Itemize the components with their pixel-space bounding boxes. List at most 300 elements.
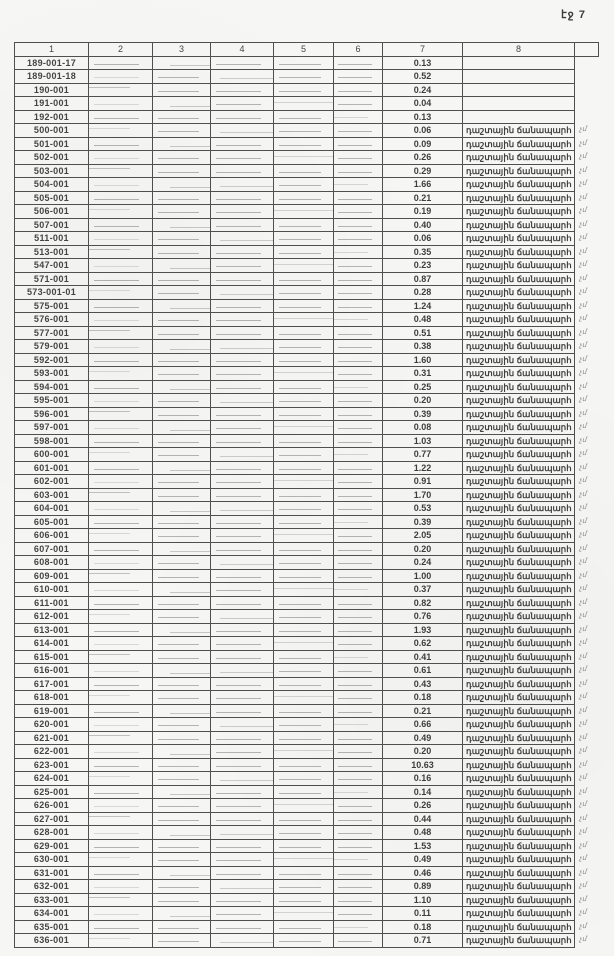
empty-cell-col6 — [334, 488, 383, 502]
empty-cell-col5 — [274, 853, 334, 867]
empty-cell-col5 — [274, 434, 334, 448]
land-type-cell: դաշտային ճանապարհ — [463, 502, 575, 516]
empty-cell-col4 — [211, 434, 274, 448]
empty-cell-col2 — [89, 650, 153, 664]
empty-cell-col6 — [334, 245, 383, 259]
empty-cell-col6 — [334, 340, 383, 354]
table-row — [15, 83, 599, 97]
margin-handwritten-mark: չմ — [579, 706, 587, 714]
area-value-cell: 0.08 — [383, 421, 463, 435]
empty-cell-col4 — [211, 97, 274, 111]
area-value-cell: 1.24 — [383, 299, 463, 313]
margin-handwritten-mark: չմ — [579, 180, 587, 188]
table-row — [15, 893, 599, 907]
empty-cell-col5 — [274, 839, 334, 853]
area-value-cell: 0.61 — [383, 664, 463, 678]
empty-cell-col3 — [153, 677, 211, 691]
empty-cell-col5 — [274, 650, 334, 664]
table-row — [15, 326, 599, 340]
parcel-id-cell: 594-001 — [15, 380, 89, 394]
empty-cell-col2 — [89, 475, 153, 489]
table-row — [15, 191, 599, 205]
empty-cell-col6 — [334, 475, 383, 489]
empty-cell-col3 — [153, 907, 211, 921]
parcel-id-cell: 500-001 — [15, 124, 89, 138]
parcel-table — [14, 42, 599, 948]
land-type-cell: դաշտային ճանապարհ — [463, 893, 575, 907]
empty-cell-col6 — [334, 866, 383, 880]
empty-cell-col6 — [334, 394, 383, 408]
empty-cell-col2 — [89, 83, 153, 97]
empty-cell-col6 — [334, 637, 383, 651]
empty-cell-col3 — [153, 934, 211, 948]
parcel-id-cell: 592-001 — [15, 353, 89, 367]
parcel-id-cell: 600-001 — [15, 448, 89, 462]
empty-cell-col2 — [89, 866, 153, 880]
margin-handwritten-mark: չմ — [579, 666, 587, 674]
parcel-id-cell: 620-001 — [15, 718, 89, 732]
margin-handwritten-mark: չմ — [579, 504, 587, 512]
table-row — [15, 70, 599, 84]
empty-cell-col3 — [153, 83, 211, 97]
empty-cell-col2 — [89, 326, 153, 340]
margin-handwritten-mark: չմ — [579, 477, 587, 485]
land-type-cell: դաշտային ճանապարհ — [463, 434, 575, 448]
land-type-cell: դաշտային ճանապարհ — [463, 866, 575, 880]
margin-handwritten-mark: չմ — [579, 612, 587, 620]
empty-cell-col2 — [89, 340, 153, 354]
parcel-id-cell: 576-001 — [15, 313, 89, 327]
parcel-id-cell: 610-001 — [15, 583, 89, 597]
land-type-cell: դաշտային ճանապարհ — [463, 245, 575, 259]
empty-cell-col6 — [334, 785, 383, 799]
page-number: էջ 7 — [561, 9, 586, 21]
area-value-cell: 0.39 — [383, 407, 463, 421]
area-value-cell: 0.66 — [383, 718, 463, 732]
parcel-id-cell: 501-001 — [15, 137, 89, 151]
empty-cell-col4 — [211, 448, 274, 462]
margin-handwritten-mark: չմ — [579, 828, 587, 836]
empty-cell-col5 — [274, 529, 334, 543]
area-value-cell: 0.21 — [383, 191, 463, 205]
empty-cell-col4 — [211, 893, 274, 907]
empty-cell-col2 — [89, 515, 153, 529]
empty-cell-col6 — [334, 515, 383, 529]
empty-cell-col2 — [89, 461, 153, 475]
parcel-id-cell: 593-001 — [15, 367, 89, 381]
empty-cell-col6 — [334, 610, 383, 624]
empty-cell-col3 — [153, 623, 211, 637]
empty-cell-col3 — [153, 785, 211, 799]
empty-cell-col2 — [89, 812, 153, 826]
land-type-cell: դաշտային ճանապարհ — [463, 407, 575, 421]
empty-cell-col6 — [334, 502, 383, 516]
empty-cell-col6 — [334, 907, 383, 921]
empty-cell-col5 — [274, 97, 334, 111]
land-type-cell: դաշտային ճանապարհ — [463, 880, 575, 894]
empty-cell-col4 — [211, 299, 274, 313]
area-value-cell: 1.00 — [383, 569, 463, 583]
land-type-cell: դաշտային ճանապարհ — [463, 394, 575, 408]
empty-cell-col4 — [211, 556, 274, 570]
parcel-id-cell: 609-001 — [15, 569, 89, 583]
empty-cell-col2 — [89, 583, 153, 597]
table-row — [15, 839, 599, 853]
parcel-id-cell: 616-001 — [15, 664, 89, 678]
empty-cell-col4 — [211, 218, 274, 232]
empty-cell-col2 — [89, 637, 153, 651]
margin-handwritten-mark: չմ — [579, 288, 587, 296]
empty-cell-col4 — [211, 326, 274, 340]
empty-cell-col3 — [153, 637, 211, 651]
empty-cell-col4 — [211, 745, 274, 759]
table-row — [15, 826, 599, 840]
empty-cell-col2 — [89, 56, 153, 70]
empty-cell-col5 — [274, 313, 334, 327]
parcel-id-cell: 604-001 — [15, 502, 89, 516]
empty-cell-col3 — [153, 664, 211, 678]
margin-handwritten-mark: չմ — [579, 396, 587, 404]
table-row — [15, 853, 599, 867]
empty-cell-col2 — [89, 394, 153, 408]
margin-handwritten-mark: չմ — [579, 544, 587, 552]
margin-handwritten-mark: չմ — [579, 450, 587, 458]
land-type-cell: դաշտային ճանապարհ — [463, 205, 575, 219]
empty-cell-col4 — [211, 664, 274, 678]
empty-cell-col6 — [334, 151, 383, 165]
land-type-cell: դաշտային ճանապարհ — [463, 907, 575, 921]
parcel-id-cell: 598-001 — [15, 434, 89, 448]
empty-cell-col4 — [211, 596, 274, 610]
empty-cell-col3 — [153, 610, 211, 624]
empty-cell-col2 — [89, 353, 153, 367]
table-row — [15, 353, 599, 367]
table-row — [15, 313, 599, 327]
land-type-cell: դաշտային ճանապարհ — [463, 286, 575, 300]
table-row — [15, 475, 599, 489]
empty-cell-col2 — [89, 934, 153, 948]
empty-cell-col4 — [211, 704, 274, 718]
table-row — [15, 704, 599, 718]
margin-handwritten-mark: չմ — [579, 585, 587, 593]
area-value-cell: 0.87 — [383, 272, 463, 286]
table-row — [15, 488, 599, 502]
column-header-1: 1 — [15, 43, 89, 57]
margin-handwritten-mark: չմ — [579, 693, 587, 701]
empty-cell-col3 — [153, 704, 211, 718]
empty-cell-col5 — [274, 745, 334, 759]
empty-cell-col4 — [211, 151, 274, 165]
area-value-cell: 0.14 — [383, 785, 463, 799]
margin-handwritten-mark: չմ — [579, 463, 587, 471]
empty-cell-col2 — [89, 893, 153, 907]
land-type-cell: դաշտային ճանապարհ — [463, 529, 575, 543]
empty-cell-col2 — [89, 677, 153, 691]
column-header-2: 2 — [89, 43, 153, 57]
table-row — [15, 380, 599, 394]
parcel-id-cell: 507-001 — [15, 218, 89, 232]
empty-cell-col2 — [89, 502, 153, 516]
area-value-cell: 1.03 — [383, 434, 463, 448]
area-value-cell: 0.48 — [383, 313, 463, 327]
empty-cell-col5 — [274, 448, 334, 462]
land-type-cell: դաշտային ճանապարհ — [463, 677, 575, 691]
table-row — [15, 97, 599, 111]
area-value-cell: 0.26 — [383, 151, 463, 165]
empty-cell-col5 — [274, 664, 334, 678]
margin-handwritten-mark: չմ — [579, 814, 587, 822]
margin-handwritten-mark: չմ — [579, 315, 587, 323]
empty-cell-col3 — [153, 407, 211, 421]
empty-cell-col5 — [274, 191, 334, 205]
land-type-cell — [463, 56, 575, 70]
empty-cell-col5 — [274, 272, 334, 286]
parcel-id-cell: 575-001 — [15, 299, 89, 313]
empty-cell-col5 — [274, 299, 334, 313]
empty-cell-col2 — [89, 205, 153, 219]
empty-cell-col5 — [274, 70, 334, 84]
empty-cell-col3 — [153, 542, 211, 556]
empty-cell-col5 — [274, 56, 334, 70]
empty-cell-col4 — [211, 205, 274, 219]
margin-handwritten-mark: չմ — [579, 639, 587, 647]
table-row — [15, 137, 599, 151]
area-value-cell: 0.37 — [383, 583, 463, 597]
empty-cell-col6 — [334, 542, 383, 556]
empty-cell-col2 — [89, 853, 153, 867]
empty-cell-col5 — [274, 772, 334, 786]
empty-cell-col5 — [274, 610, 334, 624]
empty-cell-col6 — [334, 97, 383, 111]
parcel-id-cell: 618-001 — [15, 691, 89, 705]
land-type-cell: դաշտային ճանապարհ — [463, 556, 575, 570]
empty-cell-col3 — [153, 313, 211, 327]
area-value-cell: 0.46 — [383, 866, 463, 880]
empty-cell-col4 — [211, 475, 274, 489]
empty-cell-col6 — [334, 205, 383, 219]
area-value-cell: 0.23 — [383, 259, 463, 273]
area-value-cell: 0.53 — [383, 502, 463, 516]
empty-cell-col4 — [211, 637, 274, 651]
empty-cell-col2 — [89, 407, 153, 421]
area-value-cell: 0.20 — [383, 542, 463, 556]
area-value-cell: 0.20 — [383, 394, 463, 408]
empty-cell-col5 — [274, 893, 334, 907]
empty-cell-col3 — [153, 299, 211, 313]
empty-cell-col5 — [274, 866, 334, 880]
empty-cell-col6 — [334, 893, 383, 907]
column-header-6: 6 — [334, 43, 383, 57]
empty-cell-col2 — [89, 218, 153, 232]
empty-cell-col5 — [274, 623, 334, 637]
empty-cell-col3 — [153, 110, 211, 124]
area-value-cell: 0.28 — [383, 286, 463, 300]
land-type-cell: դաշտային ճանապարհ — [463, 826, 575, 840]
parcel-id-cell: 505-001 — [15, 191, 89, 205]
empty-cell-col2 — [89, 299, 153, 313]
land-type-cell: դաշտային ճանապարհ — [463, 218, 575, 232]
parcel-id-cell: 595-001 — [15, 394, 89, 408]
empty-cell-col2 — [89, 839, 153, 853]
empty-cell-col3 — [153, 475, 211, 489]
parcel-id-cell: 612-001 — [15, 610, 89, 624]
margin-handwritten-mark: չմ — [579, 652, 587, 660]
land-type-cell: դաշտային ճանապարհ — [463, 475, 575, 489]
land-type-cell: դաշտային ճանապարհ — [463, 313, 575, 327]
empty-cell-col5 — [274, 691, 334, 705]
empty-cell-col5 — [274, 151, 334, 165]
area-value-cell: 0.51 — [383, 326, 463, 340]
parcel-id-cell: 601-001 — [15, 461, 89, 475]
empty-cell-col4 — [211, 367, 274, 381]
table-row — [15, 407, 599, 421]
area-value-cell: 0.13 — [383, 110, 463, 124]
margin-handwritten-mark: չմ — [579, 747, 587, 755]
parcel-id-cell: 189-001-17 — [15, 56, 89, 70]
empty-cell-col4 — [211, 83, 274, 97]
empty-cell-col4 — [211, 421, 274, 435]
land-type-cell — [463, 97, 575, 111]
empty-cell-col2 — [89, 259, 153, 273]
area-value-cell: 0.48 — [383, 826, 463, 840]
table-row — [15, 718, 599, 732]
land-type-cell: դաշտային ճանապարհ — [463, 340, 575, 354]
empty-cell-col6 — [334, 326, 383, 340]
empty-cell-col6 — [334, 569, 383, 583]
empty-cell-col4 — [211, 812, 274, 826]
margin-handwritten-mark: չմ — [579, 423, 587, 431]
area-value-cell: 0.29 — [383, 164, 463, 178]
empty-cell-col3 — [153, 718, 211, 732]
empty-cell-col2 — [89, 488, 153, 502]
empty-cell-col3 — [153, 137, 211, 151]
land-type-cell: դաշտային ճանապարհ — [463, 178, 575, 192]
empty-cell-col5 — [274, 812, 334, 826]
empty-cell-col6 — [334, 880, 383, 894]
table-row — [15, 880, 599, 894]
parcel-id-cell: 626-001 — [15, 799, 89, 813]
table-row — [15, 664, 599, 678]
table-row — [15, 245, 599, 259]
parcel-id-cell: 629-001 — [15, 839, 89, 853]
empty-cell-col5 — [274, 164, 334, 178]
empty-cell-col2 — [89, 529, 153, 543]
empty-cell-col3 — [153, 178, 211, 192]
empty-cell-col5 — [274, 677, 334, 691]
empty-cell-col3 — [153, 650, 211, 664]
empty-cell-col4 — [211, 124, 274, 138]
land-type-cell: դաշտային ճանապարհ — [463, 515, 575, 529]
table-row — [15, 299, 599, 313]
table-row — [15, 650, 599, 664]
empty-cell-col5 — [274, 542, 334, 556]
land-type-cell — [463, 110, 575, 124]
area-value-cell: 10.63 — [383, 758, 463, 772]
margin-handwritten-mark: չմ — [579, 207, 587, 215]
empty-cell-col2 — [89, 232, 153, 246]
empty-cell-col6 — [334, 731, 383, 745]
land-type-cell: դաշտային ճանապարհ — [463, 164, 575, 178]
empty-cell-col6 — [334, 124, 383, 138]
land-type-cell: դաշտային ճանապարհ — [463, 718, 575, 732]
empty-cell-col2 — [89, 137, 153, 151]
empty-cell-col6 — [334, 70, 383, 84]
margin-handwritten-mark: չմ — [579, 193, 587, 201]
area-value-cell: 0.26 — [383, 799, 463, 813]
land-type-cell: դաշտային ճանապարհ — [463, 542, 575, 556]
parcel-id-cell: 503-001 — [15, 164, 89, 178]
empty-cell-col3 — [153, 286, 211, 300]
parcel-id-cell: 606-001 — [15, 529, 89, 543]
empty-cell-col2 — [89, 542, 153, 556]
parcel-id-cell: 636-001 — [15, 934, 89, 948]
empty-cell-col4 — [211, 610, 274, 624]
empty-cell-col4 — [211, 623, 274, 637]
area-value-cell: 0.43 — [383, 677, 463, 691]
area-value-cell: 1.70 — [383, 488, 463, 502]
table-row — [15, 529, 599, 543]
table-row — [15, 461, 599, 475]
margin-handwritten-mark: չմ — [579, 598, 587, 606]
table-row — [15, 124, 599, 138]
empty-cell-col5 — [274, 556, 334, 570]
empty-cell-col3 — [153, 367, 211, 381]
table-row — [15, 731, 599, 745]
parcel-id-cell: 602-001 — [15, 475, 89, 489]
empty-cell-col4 — [211, 259, 274, 273]
column-header-3: 3 — [153, 43, 211, 57]
land-type-cell: դաշտային ճանապարհ — [463, 785, 575, 799]
column-header-8: 8 — [463, 43, 575, 57]
empty-cell-col6 — [334, 583, 383, 597]
parcel-id-cell: 603-001 — [15, 488, 89, 502]
land-type-cell: դաշտային ճանապարհ — [463, 650, 575, 664]
margin-handwritten-mark: չմ — [579, 733, 587, 741]
empty-cell-col6 — [334, 799, 383, 813]
empty-cell-col2 — [89, 434, 153, 448]
area-value-cell: 0.18 — [383, 691, 463, 705]
table-row — [15, 542, 599, 556]
empty-cell-col6 — [334, 232, 383, 246]
land-type-cell: դաշտային ճանապարհ — [463, 583, 575, 597]
land-type-cell: դաշտային ճանապարհ — [463, 448, 575, 462]
parcel-id-cell: 613-001 — [15, 623, 89, 637]
parcel-id-cell: 513-001 — [15, 245, 89, 259]
area-value-cell: 1.53 — [383, 839, 463, 853]
empty-cell-col4 — [211, 650, 274, 664]
empty-cell-col3 — [153, 583, 211, 597]
table-row — [15, 758, 599, 772]
area-value-cell: 0.13 — [383, 56, 463, 70]
empty-cell-col2 — [89, 367, 153, 381]
land-type-cell: դաշտային ճանապարհ — [463, 488, 575, 502]
empty-cell-col3 — [153, 745, 211, 759]
land-type-cell — [463, 70, 575, 84]
margin-handwritten-mark: չմ — [579, 328, 587, 336]
area-value-cell: 0.06 — [383, 124, 463, 138]
empty-cell-col5 — [274, 137, 334, 151]
empty-cell-col3 — [153, 191, 211, 205]
area-value-cell: 0.24 — [383, 556, 463, 570]
parcel-id-cell: 502-001 — [15, 151, 89, 165]
margin-handwritten-mark: չմ — [579, 922, 587, 930]
empty-cell-col2 — [89, 731, 153, 745]
empty-cell-col6 — [334, 745, 383, 759]
empty-cell-col2 — [89, 97, 153, 111]
empty-cell-col6 — [334, 920, 383, 934]
empty-cell-col4 — [211, 785, 274, 799]
parcel-id-cell: 504-001 — [15, 178, 89, 192]
